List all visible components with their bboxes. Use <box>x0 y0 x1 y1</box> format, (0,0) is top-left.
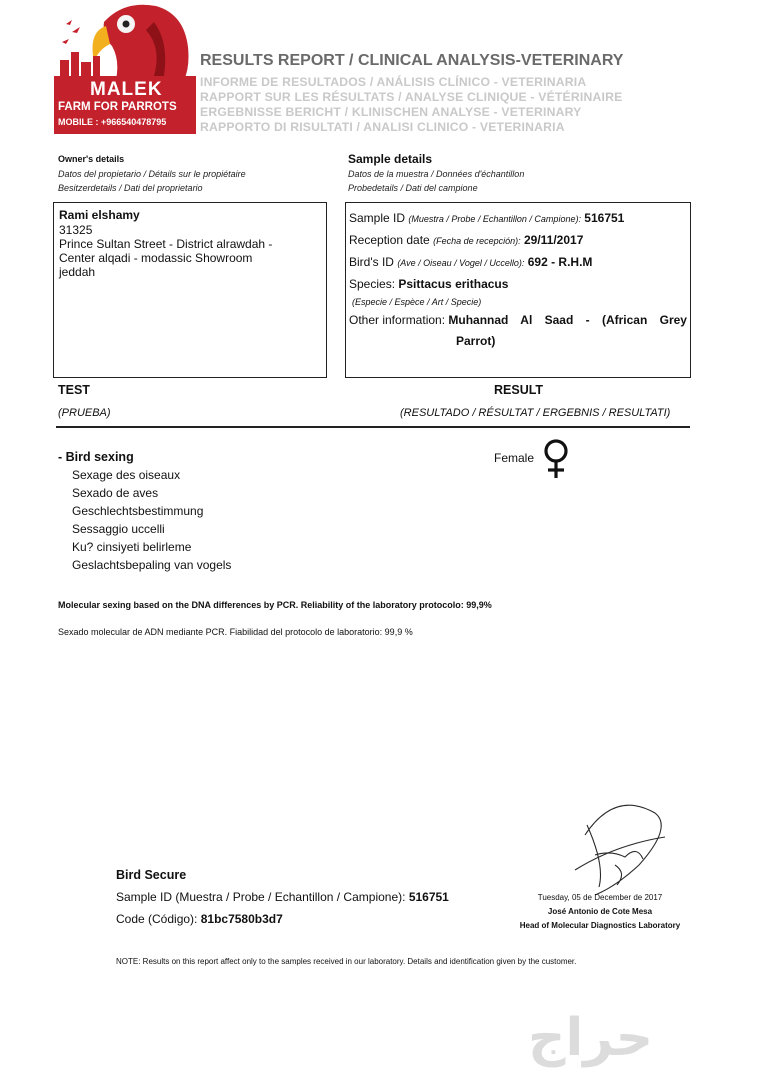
sample-id-value: 516751 <box>584 211 625 225</box>
test-name-it: Sessaggio uccelli <box>72 522 165 536</box>
method-note-en: Molecular sexing based on the DNA differences by PCR. Reliability of the laboratory protocolo: 99,9% <box>58 600 492 610</box>
footer-sample-value: 516751 <box>408 890 449 904</box>
sample-box <box>345 202 691 378</box>
other-info-row <box>349 313 687 327</box>
sample-id-row <box>349 211 624 225</box>
signer-name: José Antonio de Cote Mesa <box>547 907 653 916</box>
signer-role: Head of Molecular Diagnostics Laboratory <box>519 921 681 930</box>
disclaimer-note: NOTE: Results on this report affect only to the samples received in our laboratory. Details and identification given by the customer. <box>116 957 577 966</box>
owner-box <box>53 202 327 378</box>
owner-heading-sub2: Besitzerdetails / Dati del proprietario <box>58 183 203 193</box>
signature-date: Tuesday, 05 de December de 2017 <box>537 893 663 902</box>
owner-heading: Owner's details <box>58 154 125 164</box>
sample-heading-sub1: Datos de la muestra / Données d'échantillon <box>348 169 525 179</box>
test-name-tr: Ku? cinsiyeti belirleme <box>72 540 192 554</box>
test-header-trans: (PRUEBA) <box>58 407 111 419</box>
species-trans: (Especie / Espèce / Art / Specie) <box>352 297 482 307</box>
report-title-es: INFORME DE RESULTADOS / ANÁLISIS CLÍNICO - VETERINARIA <box>200 75 587 89</box>
footer-code-row <box>116 912 283 926</box>
brand-name: MALEK <box>90 79 163 100</box>
handwritten-signature <box>555 795 685 905</box>
reception-row <box>349 233 583 247</box>
owner-address-line1: Prince Sultan Street - District alrawdah - <box>59 237 273 251</box>
sample-heading-sub2: Probedetails / Dati del campione <box>348 183 478 193</box>
sample-heading: Sample details <box>348 152 433 166</box>
owner-city: jeddah <box>59 265 96 279</box>
table-divider <box>56 426 690 428</box>
female-symbol-icon <box>540 438 572 480</box>
sample-id-label: Sample ID <box>349 211 406 225</box>
report-title-fr: RAPPORT SUR LES RÉSULTATS / ANALYSE CLINIQUE - VÉTÉRINAIRE <box>200 90 623 104</box>
reception-value: 29/11/2017 <box>523 233 584 247</box>
test-header: TEST <box>58 383 90 397</box>
bird-id-value: 692 - R.H.M <box>527 255 593 269</box>
report-title: RESULTS REPORT / CLINICAL ANALYSIS-VETERINARY <box>200 52 624 69</box>
footer-code-label: Code (Código): <box>116 912 198 926</box>
owner-postcode: 31325 <box>59 223 93 237</box>
test-name-es: Sexado de aves <box>72 486 159 500</box>
report-title-it: RAPPORTO DI RISULTATI / ANALISI CLINICO - VETERINARIA <box>200 120 565 134</box>
owner-heading-sub1: Datos del propietario / Détails sur le propiétaire <box>58 169 246 179</box>
result-header: RESULT <box>494 383 544 397</box>
sample-id-trans: (Muestra / Probe / Echantillon / Campione): <box>408 214 581 224</box>
footer-code-value: 81bc7580b3d7 <box>200 912 283 926</box>
species-label: Species: <box>349 277 396 291</box>
test-name-de: Geschlechtsbestimmung <box>72 504 204 518</box>
bird-id-trans: (Ave / Oiseau / Vogel / Uccello): <box>397 258 525 268</box>
owner-address-line2: Center alqadi - modassic Showroom <box>59 251 253 265</box>
watermark: حراج <box>528 1008 654 1068</box>
owner-name: Rami elshamy <box>59 208 140 222</box>
report-title-de: ERGEBNISSE BERICHT / KLINISCHEN ANALYSE - VETERINARY <box>200 105 582 119</box>
method-note-es: Sexado molecular de ADN mediante PCR. Fiabilidad del protocolo de laboratorio: 99,9 % <box>58 627 413 637</box>
bird-id-label: Bird's ID <box>349 255 394 269</box>
reception-trans: (Fecha de recepción): <box>433 236 521 246</box>
other-info-value-2: Parrot) <box>456 334 496 348</box>
footer-sample-label: Sample ID (Muestra / Probe / Echantillon / Campione): <box>116 890 406 904</box>
footer-sample-row <box>116 890 449 904</box>
result-value: Female <box>494 451 535 465</box>
test-name-fr: Sexage des oiseaux <box>72 468 181 482</box>
result-header-trans: (RESULTADO / RÉSULTAT / ERGEBNIS / RESULTATI) <box>400 407 671 419</box>
footer-title: Bird Secure <box>116 868 187 882</box>
bird-id-row <box>349 255 592 269</box>
other-info-label: Other information: <box>349 313 446 327</box>
other-info-value-1: Muhannad Al Saad - (African Grey <box>448 313 687 327</box>
reception-label: Reception date <box>349 233 430 247</box>
test-name: - Bird sexing <box>58 450 134 464</box>
test-name-nl: Geslachtsbepaling van vogels <box>72 558 232 572</box>
species-value: Psittacus erithacus <box>398 277 509 291</box>
species-row <box>349 277 508 291</box>
brand-subtitle: FARM FOR PARROTS <box>58 101 177 113</box>
brand-mobile: MOBILE : +966540478795 <box>58 117 167 127</box>
